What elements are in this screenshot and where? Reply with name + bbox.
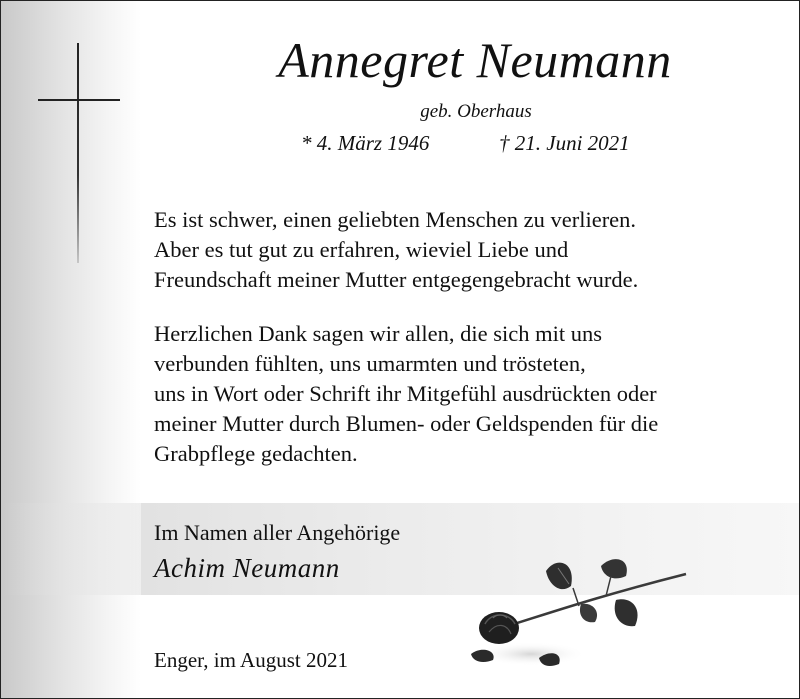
rose-icon	[461, 546, 691, 686]
paragraph-line: uns in Wort oder Schrift ihr Mitgefühl ausdrückten oder	[154, 381, 657, 406]
paragraph-line: Es ist schwer, einen geliebten Menschen zu verlieren.	[154, 207, 637, 232]
place-date: Enger, im August 2021	[154, 648, 348, 672]
deceased-name: Annegret Neumann	[278, 32, 672, 88]
death-date: † 21. Juni 2021	[499, 131, 630, 155]
signature-strip-fade	[1, 503, 141, 595]
signature-name: Achim Neumann	[154, 553, 340, 583]
birth-date: * 4. März 1946	[301, 131, 430, 155]
maiden-name: geb. Oberhaus	[420, 101, 532, 122]
thanks-paragraph-1	[154, 205, 794, 295]
paragraph-line: Aber es tut gut zu erfahren, wieviel Liebe und	[154, 237, 569, 262]
paragraph-line: meiner Mutter durch Blumen- oder Geldspenden für die	[154, 411, 659, 436]
signature-intro: Im Namen aller Angehörige	[154, 520, 401, 545]
paragraph-line: Grabpflege gedachten.	[154, 441, 358, 466]
paragraph-line: verbunden fühlten, uns umarmten und trösteten,	[154, 351, 586, 376]
paragraph-line: Herzlichen Dank sagen wir allen, die sich mit uns	[154, 321, 602, 346]
paragraph-line: Freundschaft meiner Mutter entgegengebracht wurde.	[154, 267, 639, 292]
thanks-paragraph-2	[154, 319, 794, 469]
